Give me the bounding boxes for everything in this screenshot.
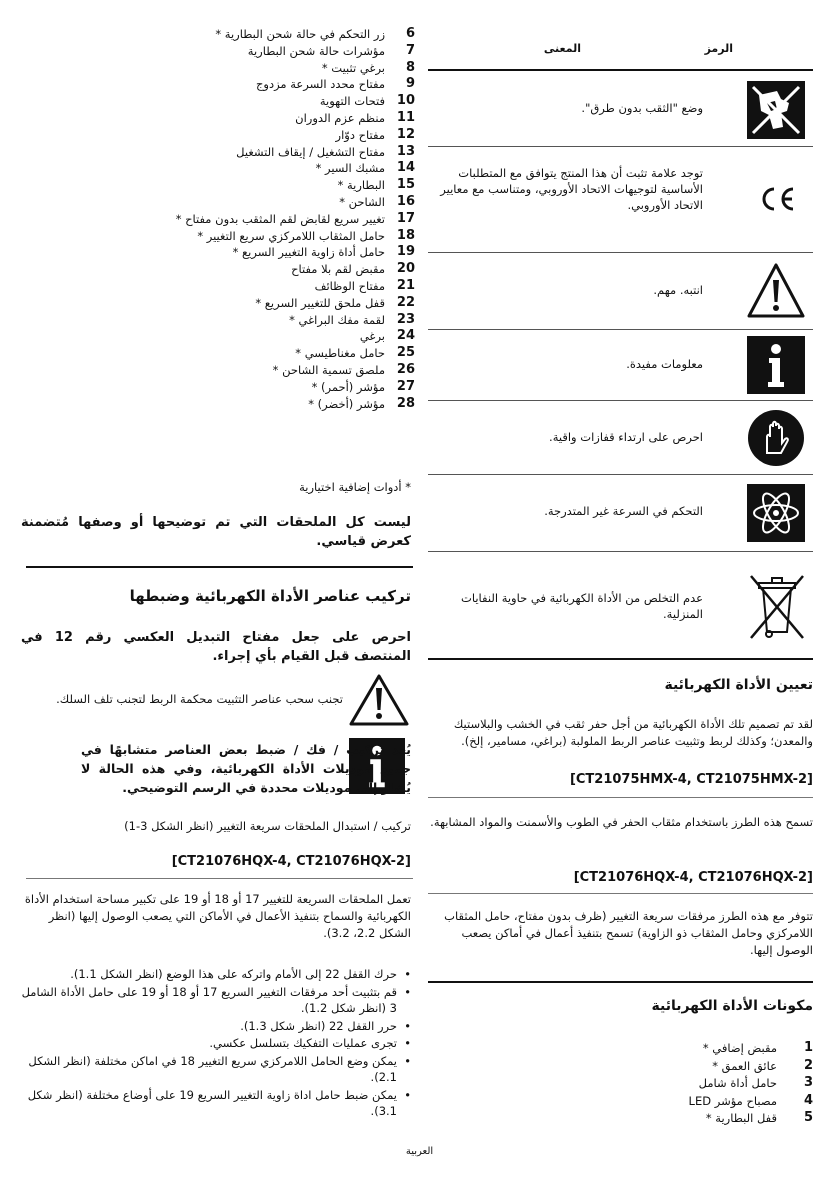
item-number: 4 bbox=[803, 1092, 813, 1108]
list-item: • يمكن ضبط حامل اداة زاوية التغيير السريع 19 على أوضاع مختلفة (انظر شكل 3.1). bbox=[21, 1087, 411, 1120]
item-label: برغي bbox=[359, 329, 385, 344]
list-item bbox=[150, 328, 415, 345]
protective-gloves-icon bbox=[747, 409, 805, 467]
symbols-table-header bbox=[428, 30, 813, 71]
item-label: تغيير سريع لقابض لقم المثقب بدون مفتاح * bbox=[175, 211, 385, 226]
list-item bbox=[150, 244, 415, 261]
assembly-steps bbox=[21, 966, 411, 1121]
header-meaning: المعنى bbox=[543, 42, 581, 55]
item-label: مفتاح محدد السرعة مزدوج bbox=[255, 77, 385, 92]
assembly-title: تركيب عناصر الأداة الكهربائية وضبطها bbox=[129, 587, 411, 605]
list-item bbox=[613, 1110, 813, 1128]
item-label: برغي تثبيت * bbox=[321, 60, 385, 75]
models-info-note: يُعد تركيب / فك / ضبط بعض العناصر متشابهًا في جميع موديلات الأداة الكهربائية، وفي هذه الحالة لا يُشار إلى موديلات محددة في الرسم التوضيحي. bbox=[81, 742, 411, 795]
item-label: مفتاح التشغيل / إيقاف التشغيل bbox=[236, 144, 385, 159]
quick-change-subtitle: تركيب / استبدال الملحقات سريعة التغيير (انظر الشكل 3-1) bbox=[124, 819, 411, 833]
model-heading-hqx: [CT21076HQX-4, CT21076HQX-2] bbox=[573, 870, 813, 885]
item-number: 20 bbox=[396, 261, 415, 277]
item-number: 16 bbox=[396, 193, 415, 209]
list-item bbox=[150, 160, 415, 177]
item-label: مؤشر (أحمر) * bbox=[311, 379, 385, 394]
item-label: عائق العمق * bbox=[712, 1058, 777, 1073]
symbol-meaning: عدم التخلص من الأداة الكهربائية في حاوية النفايات المنزلية. bbox=[461, 591, 703, 621]
divider bbox=[428, 797, 813, 798]
symbol-row bbox=[428, 330, 813, 401]
symbol-meaning: انتبه. مهم. bbox=[653, 283, 703, 297]
components-list-left bbox=[150, 26, 415, 412]
model-heading-hmx: [CT21075HMX-4, CT21075HMX-2] bbox=[569, 772, 813, 787]
item-number: 24 bbox=[396, 328, 415, 344]
warning-triangle-icon bbox=[747, 262, 805, 320]
item-label: قفل ملحق للتغيير السريع * bbox=[255, 295, 385, 310]
components-list-right bbox=[613, 1040, 813, 1128]
symbol-row bbox=[428, 147, 813, 253]
item-number: 25 bbox=[396, 345, 415, 361]
list-item bbox=[150, 211, 415, 228]
list-item: • حرر القفل 22 (انظر شكل 1.3). bbox=[21, 1018, 411, 1035]
list-item bbox=[150, 261, 415, 278]
symbol-meaning: معلومات مفيدة. bbox=[626, 357, 703, 371]
model-hqx-text: تتوفر مع هذه الطرز مرفقات سريعة التغيير (ظرف بدون مفتاح، حامل المثقاب اللامركزي وحامل المثقاب ذو الزاوية) تسمح بتنفيذ أعمال في أماكن يصعب الوصول إليها. bbox=[444, 909, 813, 957]
list-item: • تجرى عمليات التفكيك بتسلسل عكسي. bbox=[21, 1035, 411, 1052]
list-item: • يمكن وضع الحامل اللامركزي سريع التغيير 18 في اماكن مختلفة (انظر الشكل 2.1). bbox=[21, 1053, 411, 1086]
item-number: 10 bbox=[396, 93, 415, 109]
item-label: مشبك السير * bbox=[315, 161, 385, 176]
list-item bbox=[150, 76, 415, 93]
item-label: الشاحن * bbox=[339, 194, 385, 209]
warning-triangle-icon bbox=[349, 674, 409, 726]
item-number: 28 bbox=[396, 395, 415, 411]
item-label: ملصق تسمية الشاحن * bbox=[272, 362, 385, 377]
list-item bbox=[150, 127, 415, 144]
item-number: 19 bbox=[396, 244, 415, 260]
item-label: حامل مغناطيسي * bbox=[295, 346, 385, 361]
item-label: حامل المثقاب اللامركزي سريع التغيير * bbox=[197, 228, 385, 243]
item-number: 14 bbox=[396, 160, 415, 176]
divider bbox=[26, 566, 413, 568]
item-label: مصباح مؤشر LED bbox=[688, 1093, 777, 1108]
item-number: 8 bbox=[405, 59, 415, 75]
list-item bbox=[150, 110, 415, 127]
list-item bbox=[150, 312, 415, 329]
list-item bbox=[150, 26, 415, 43]
no-hammer-drill-icon bbox=[747, 81, 805, 139]
item-label: حامل أداة زاوية التغيير السريع * bbox=[232, 245, 385, 260]
item-number: 11 bbox=[396, 109, 415, 125]
item-number: 18 bbox=[396, 227, 415, 243]
symbol-row bbox=[428, 475, 813, 552]
item-number: 26 bbox=[396, 361, 415, 377]
item-number: 5 bbox=[803, 1110, 813, 1125]
item-number: 21 bbox=[396, 277, 415, 293]
item-label: مقبض إضافي * bbox=[702, 1041, 777, 1055]
item-number: 2 bbox=[803, 1057, 813, 1073]
item-number: 12 bbox=[396, 126, 415, 142]
model-hmx-text: تسمح هذه الطرز باستخدام مثقاب الحفر في الطوب والأسمنت والمواد المشابهة. bbox=[430, 815, 813, 829]
item-number: 1 bbox=[803, 1040, 813, 1055]
item-number: 23 bbox=[396, 311, 415, 327]
item-label: منظم عزم الدوران bbox=[295, 110, 385, 125]
item-number: 17 bbox=[396, 210, 415, 226]
list-item bbox=[150, 396, 415, 413]
model-heading-hqx-left: [CT21076HQX-4, CT21076HQX-2] bbox=[171, 854, 411, 869]
list-item bbox=[150, 278, 415, 295]
symbol-row bbox=[428, 253, 813, 330]
symbol-row bbox=[428, 401, 813, 475]
list-item: • قم بتثبيت أحد مرفقات التغيير السريع 17 أو 18 أو 19 على حامل الأداة الشامل 3 (انظر شكل 1.2). bbox=[21, 984, 411, 1017]
item-number: 6 bbox=[405, 26, 415, 41]
divider bbox=[428, 981, 813, 983]
divider bbox=[428, 658, 813, 660]
components-title: مكونات الأداة الكهربائية bbox=[651, 998, 813, 1014]
item-label: مقبض لقم بلا مفتاح bbox=[291, 262, 385, 277]
cable-caution: تجنب سحب عناصر التثبيت محكمة الربط لتجنب تلف السلك. bbox=[56, 692, 343, 706]
identification-title: تعيين الأداة الكهربائية bbox=[664, 677, 813, 693]
item-label: لقمة مفك البراغي * bbox=[289, 312, 385, 327]
list-item bbox=[613, 1075, 813, 1093]
divider bbox=[428, 893, 813, 894]
item-number: 9 bbox=[405, 76, 415, 92]
symbol-meaning: التحكم في السرعة غير المتدرجة. bbox=[544, 504, 703, 518]
list-item bbox=[150, 93, 415, 110]
accessories-note: ليست كل الملحقات التي تم توضيحها أو وصفها مُتضمنة كعرض قياسي. bbox=[21, 515, 411, 549]
item-label: قفل البطارية * bbox=[705, 1111, 777, 1125]
item-number: 13 bbox=[396, 143, 415, 159]
item-label: البطارية * bbox=[337, 178, 385, 193]
item-label: مفتاح دوّار bbox=[335, 127, 385, 142]
page-footer-language: العربية bbox=[405, 1146, 434, 1157]
list-item bbox=[150, 144, 415, 161]
list-item bbox=[613, 1040, 813, 1058]
item-number: 15 bbox=[396, 177, 415, 193]
symbols-table bbox=[428, 30, 813, 660]
symbol-meaning: توجد علامة تثبت أن هذا المنتج يتوافق مع المتطلبات الأساسية لتوجيهات الاتحاد الأوروبي، ومتناسب مع معايير الاتحاد الأوروبي. bbox=[440, 166, 703, 212]
list-item bbox=[150, 228, 415, 245]
crossed-bin-icon bbox=[745, 570, 809, 644]
list-item bbox=[150, 60, 415, 77]
ce-mark-icon bbox=[747, 170, 805, 228]
variable-speed-atom-icon bbox=[747, 484, 805, 542]
symbol-row bbox=[428, 71, 813, 147]
header-symbol: الرمز bbox=[704, 42, 733, 55]
item-label: فتحات التهوية bbox=[319, 94, 385, 109]
identification-intro: لقد تم تصميم تلك الأداة الكهربائية من أجل حفر ثقب في الخشب والبلاستيك والمعدن؛ وكذلك لربط وتثبيت عناصر الربط الملولبة (براغي، مسامير، إلخ). bbox=[453, 717, 813, 748]
info-icon bbox=[747, 336, 805, 394]
list-item bbox=[150, 177, 415, 194]
list-item bbox=[150, 379, 415, 396]
item-number: 3 bbox=[803, 1075, 813, 1090]
item-label: مؤشرات حالة شحن البطارية bbox=[247, 43, 385, 58]
list-item bbox=[613, 1093, 813, 1111]
item-label: زر التحكم في حالة شحن البطارية * bbox=[215, 27, 385, 41]
item-label: مفتاح الوظائف bbox=[314, 278, 385, 293]
list-item bbox=[150, 43, 415, 60]
symbol-meaning: وضع "الثقب بدون طرق". bbox=[581, 101, 703, 115]
list-item bbox=[150, 194, 415, 211]
list-item bbox=[150, 295, 415, 312]
list-item bbox=[150, 345, 415, 362]
divider bbox=[26, 878, 413, 879]
list-item bbox=[613, 1058, 813, 1076]
item-label: مؤشر (أخضر) * bbox=[308, 396, 385, 411]
list-item: • حرك القفل 22 إلى الأمام واتركه على هذا الوضع (انظر الشكل 1.1). bbox=[21, 966, 411, 983]
symbol-meaning: احرص على ارتداء قفازات واقية. bbox=[549, 430, 703, 444]
item-number: 7 bbox=[405, 42, 415, 58]
list-item bbox=[150, 362, 415, 379]
quick-change-paragraph: تعمل الملحقات السريعة للتغيير 17 أو 18 أو 19 على تكبير مساحة استخدام الأداة الكهربائية والسماح بتنفيذ الأعمال في الأماكن التي يصعب الوصول إليها (انظر الشكل 2.2، 3.2). bbox=[24, 892, 411, 940]
item-number: 27 bbox=[396, 378, 415, 394]
symbol-row bbox=[428, 552, 813, 660]
item-label: حامل أداة شامل bbox=[698, 1076, 777, 1090]
reverse-switch-warning: احرص على جعل مفتاح التبديل العكسي رقم 12 في المنتصف قبل القيام بأي إجراء. bbox=[21, 630, 411, 664]
item-number: 22 bbox=[396, 294, 415, 310]
optional-footnote: * أدوات إضافية اختيارية bbox=[299, 480, 411, 494]
